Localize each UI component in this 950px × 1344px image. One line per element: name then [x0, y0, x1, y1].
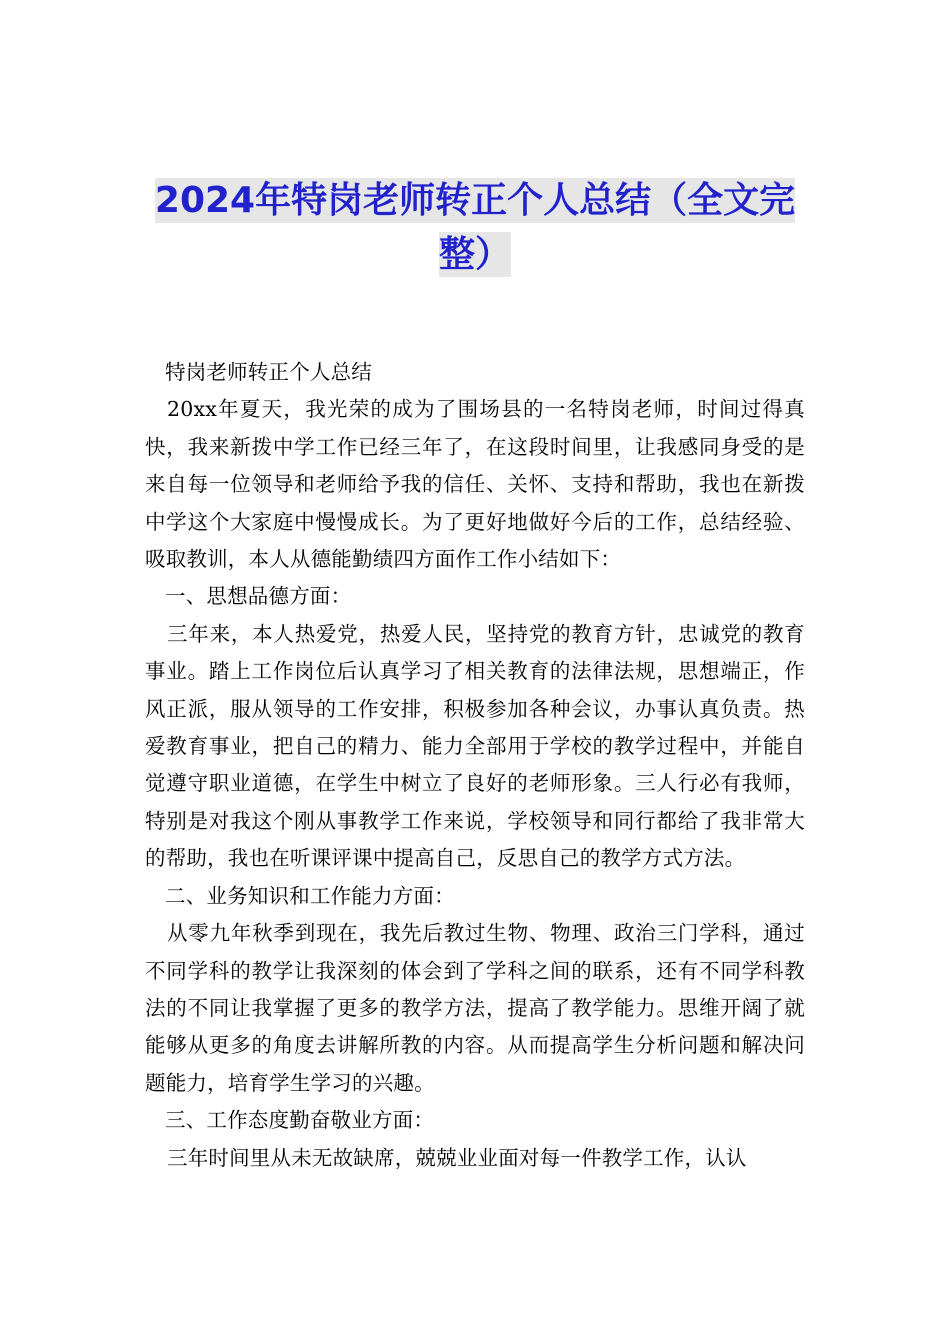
paragraph-ability: 从零九年秋季到现在，我先后教过生物、物理、政治三门学科，通过不同学科的教学让我深刻的体会到了学科之间的联系，还有不同学科教法的不同让我掌握了更多的教学方法，提高了教学能力。思维开阔了就能够从更多的角度去讲解所教的内容。从而提高学生分析问题和解决问题能力，培育学生学习的兴趣。 [145, 921, 805, 1095]
document-title [145, 174, 805, 282]
document-title-text: 2024年特岗老师转正个人总结（全文完整） [154, 180, 796, 275]
section-heading-summary: 特岗老师转正个人总结 [165, 360, 372, 384]
paragraph-ideology: 三年来，本人热爱党，热爱人民，坚持党的教育方针，忠诚党的教育事业。踏上工作岗位后认真学习了相关教育的法律法规，思想端正，作风正派，服从领导的工作安排，积极参加各种会议，办事认真负责。热爱教育事业，把自己的精力、能力全部用于学校的教学过程中，并能自觉遵守职业道德，在学生中树立了良好的老师形象。三人行必有我师，特别是对我这个刚从事教学工作来说，学校领导和同行都给了我非常大的帮助，我也在听课评课中提高自己，反思自己的教学方式方法。 [145, 621, 805, 871]
section-heading-ability: 二、业务知识和工作能力方面： [165, 883, 455, 908]
paragraph-attitude: 三年时间里从未无故缺席，兢兢业业面对每一件教学工作，认认 [167, 1145, 747, 1170]
section-heading-ideology: 一、思想品德方面： [165, 584, 352, 609]
paragraph-intro: 20xx年夏天，我光荣的成为了围场县的一名特岗老师，时间过得真快，我来新拨中学工作已经三年了，在这段时间里，让我感同身受的是来自每一位领导和老师给予我的信任、关怀、支持和帮助，我也在新拨中学这个大家庭中慢慢成长。为了更好地做好今后的工作，总结经验、吸取教训，本人从德能勤绩四方面作工作小结如下： [145, 397, 805, 572]
section-heading-attitude: 三、工作态度勤奋敬业方面： [165, 1108, 435, 1133]
document-body [145, 354, 805, 1177]
